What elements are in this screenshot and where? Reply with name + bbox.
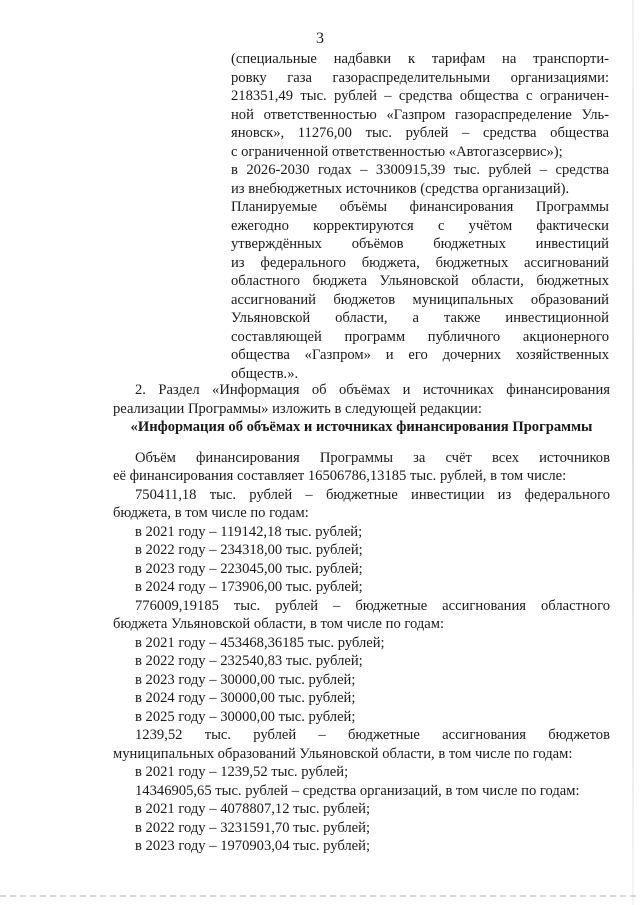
text-line: ной ответственностью «Газпром газораспределение Уль- [231, 106, 609, 123]
municipal-year-item: в 2021 году – 1239,52 тыс. рублей; [135, 764, 349, 780]
page-number: 3 [316, 30, 324, 47]
regional-year-item: в 2021 году – 453468,36185 тыс. рублей; [135, 634, 385, 651]
text-line: ассигнований бюджетов муниципальных образований [231, 291, 609, 308]
text-line: общества «Газпром» и его дочерних хозяйственных [231, 347, 609, 363]
text-line: Планируемые объёмы финансирования Программы [231, 199, 609, 215]
federal-year-item: в 2023 году – 223045,00 тыс. рублей; [135, 560, 363, 577]
text-line: с ограниченной ответственностью «Автогазсервис»); [231, 143, 563, 160]
federal-year-item: в 2021 году – 119142,18 тыс. рублей; [135, 523, 363, 540]
text-line: обществ.». [231, 365, 299, 382]
regional-year-item: в 2025 году – 30000,00 тыс. рублей; [135, 708, 356, 725]
text-line: 218351,49 тыс. рублей – средства общества с ограничен- [231, 88, 609, 104]
text-line: утверждённых объёмов бюджетных инвестиций [231, 236, 609, 252]
text-line: из федерального бюджета, бюджетных ассигнований [231, 254, 609, 271]
organization-year-item: в 2021 году – 4078807,12 тыс. рублей; [135, 801, 371, 817]
organization-year-item: в 2023 году – 1970903,04 тыс. рублей; [135, 838, 371, 854]
regional-funding: бюджета Ульяновской области, в том числе по годам: [113, 616, 445, 632]
municipal-funding: муниципальных образований Ульяновской области, в том числе по годам: [113, 745, 573, 762]
total-funding: Объём финансирования Программы за счёт всех источников [135, 449, 610, 466]
regional-year-item: в 2023 году – 30000,00 тыс. рублей; [135, 671, 356, 688]
municipal-funding: 1239,52 тыс. рублей – бюджетные ассигнования бюджетов [135, 727, 610, 743]
passport-funding-block [231, 50, 609, 383]
text-line: Ульяновской области, а также инвестиционной [231, 310, 609, 326]
federal-funding: бюджета, в том числе по годам: [113, 505, 309, 521]
text-line: яновск», 11276,00 тыс. рублей – средства общества [231, 125, 609, 141]
organization-year-item: в 2022 году – 3231591,70 тыс. рублей; [135, 819, 371, 836]
scan-edge-artifact [632, 0, 634, 905]
main-text [113, 381, 610, 856]
text-line: из внебюджетных источников (средства организаций). [231, 180, 570, 197]
text-line: ежегодно корректируются с учётом фактически [231, 217, 609, 234]
text-line: (специальные надбавки к тарифам на транспорти- [231, 51, 609, 67]
federal-year-item: в 2022 году – 234318,00 тыс. рублей; [135, 542, 363, 558]
scan-bottom-artifact [0, 895, 640, 897]
total-funding: её финансирования составляет 16506786,13185 тыс. рублей, в том числе: [113, 468, 567, 484]
section-intro: 2. Раздел «Информация об объёмах и источниках финансирования [135, 382, 610, 398]
text-line: ровку газа газораспределительными организациями: [231, 69, 609, 86]
regional-year-item: в 2022 году – 232540,83 тыс. рублей; [135, 653, 363, 669]
text-line: областного бюджета Ульяновской области, бюджетных [231, 273, 609, 289]
text-line: составляющей программ публичного акционерного [231, 328, 609, 345]
regional-funding: 776009,19185 тыс. рублей – бюджетные ассигнования областного [135, 597, 610, 614]
section-intro: реализации Программы» изложить в следующей редакции: [113, 400, 482, 417]
regional-year-item: в 2024 году – 30000,00 тыс. рублей; [135, 690, 356, 706]
text-line: в 2026-2030 годах – 3300915,39 тыс. рублей – средства [231, 162, 609, 178]
organization-funding: 14346905,65 тыс. рублей – средства организаций, в том числе по годам: [135, 782, 580, 799]
section-heading: «Информация об объёмах и источниках финансирования Программы [130, 419, 593, 435]
federal-funding: 750411,18 тыс. рублей – бюджетные инвестиции из федерального [135, 486, 610, 503]
federal-year-item: в 2024 году – 173906,00 тыс. рублей; [135, 579, 363, 595]
